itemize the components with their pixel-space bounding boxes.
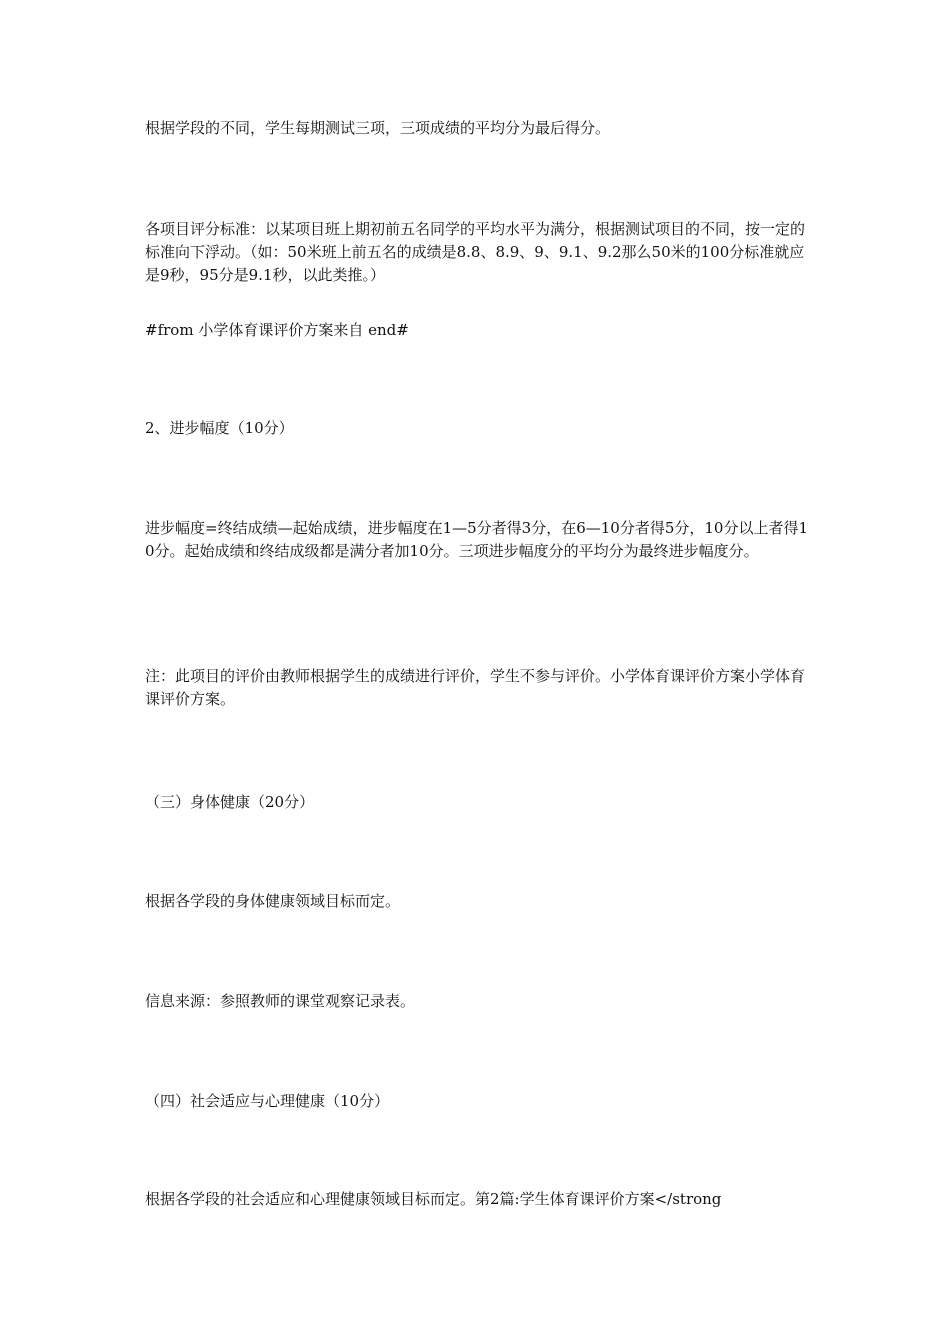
paragraph-progress-range: 进步幅度=终结成绩—起始成绩，进步幅度在1—5分者得3分，在6—10分者得5分，10分以上者得10分。起始成绩和终结成级都是满分者加10分。三项进步幅度分的平均分为最终进步幅度分。 [145,519,809,560]
paragraph-source-marker: #from 小学体育课评价方案来自 end# [145,321,409,339]
paragraph-info-source: 信息来源：参照教师的课堂观察记录表。 [145,992,416,1010]
paragraph-scoring-standard: 各项目评分标准：以某项目班上期初前五名同学的平均水平为满分，根据测试项目的不同，按一定的标准向下浮动。（如：50米班上前五名的成绩是8.8、8.9、9、9.1、9.2那么50米的100分标准就应是9秒，95分是9.1秒，以此类推。） [145,220,806,284]
heading-progress-range: 2、进步幅度（10分） [145,419,294,437]
paragraph-social-mental-health: 根据各学段的社会适应和心理健康领域目标而定。第2篇:学生体育课评价方案</strong [145,1190,722,1208]
heading-physical-health: （三）身体健康（20分） [145,793,315,811]
heading-social-mental-health: （四）社会适应与心理健康（10分） [145,1092,390,1110]
paragraph-note: 注：此项目的评价由教师根据学生的成绩进行评价，学生不参与评价。小学体育课评价方案小学体育课评价方案。 [145,667,806,708]
paragraph-test-scoring: 根据学段的不同，学生每期测试三项，三项成绩的平均分为最后得分。 [145,119,611,137]
paragraph-physical-health: 根据各学段的身体健康领域目标而定。 [145,892,401,910]
